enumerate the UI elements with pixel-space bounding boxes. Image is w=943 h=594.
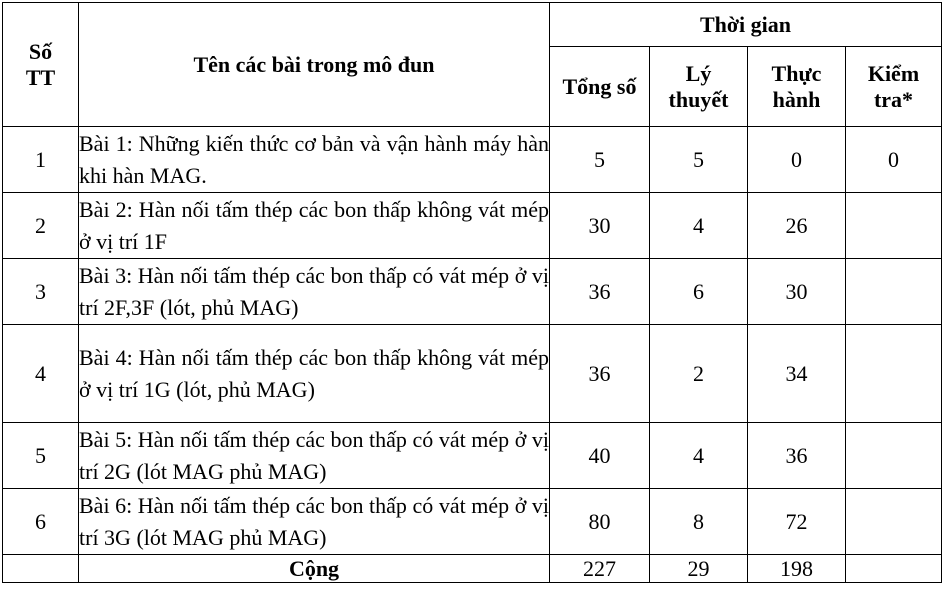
- row-lesson-name: Bài 4: Hàn nối tấm thép các bon thấp không vát mép ở vị trí 1G (lót, phủ MAG): [79, 325, 550, 423]
- row-stt: 4: [3, 325, 79, 423]
- row-stt: 2: [3, 193, 79, 259]
- table-row: [3, 489, 942, 555]
- header-exam: Kiểm tra*: [846, 47, 942, 127]
- row-theory: 5: [650, 127, 748, 193]
- row-practice: 34: [748, 325, 846, 423]
- total-label: Cộng: [79, 555, 550, 583]
- row-theory: 6: [650, 259, 748, 325]
- header-time-group: Thời gian: [550, 3, 942, 47]
- row-practice: 30: [748, 259, 846, 325]
- header-row-1: [3, 3, 942, 47]
- row-total: 30: [550, 193, 650, 259]
- row-practice: 0: [748, 127, 846, 193]
- row-lesson-name: Bài 3: Hàn nối tấm thép các bon thấp có vát mép ở vị trí 2F,3F (lót, phủ MAG): [79, 259, 550, 325]
- row-practice: 72: [748, 489, 846, 555]
- row-total: 36: [550, 259, 650, 325]
- lesson-schedule-table: [2, 2, 942, 583]
- row-exam: [846, 193, 942, 259]
- row-theory: 8: [650, 489, 748, 555]
- row-stt: 3: [3, 259, 79, 325]
- row-exam: [846, 423, 942, 489]
- row-total: 5: [550, 127, 650, 193]
- total-theory: 29: [650, 555, 748, 583]
- row-theory: 4: [650, 423, 748, 489]
- table-row: [3, 423, 942, 489]
- row-practice: 36: [748, 423, 846, 489]
- row-exam: [846, 325, 942, 423]
- row-exam: [846, 489, 942, 555]
- total-stt-empty: [3, 555, 79, 583]
- row-exam: 0: [846, 127, 942, 193]
- row-lesson-name: Bài 6: Hàn nối tấm thép các bon thấp có vát mép ở vị trí 3G (lót MAG phủ MAG): [79, 489, 550, 555]
- table-row: [3, 127, 942, 193]
- header-lesson-name: Tên các bài trong mô đun: [79, 3, 550, 127]
- row-lesson-name: Bài 5: Hàn nối tấm thép các bon thấp có vát mép ở vị trí 2G (lót MAG phủ MAG): [79, 423, 550, 489]
- row-practice: 26: [748, 193, 846, 259]
- table-row: [3, 325, 942, 423]
- header-theory: Lý thuyết: [650, 47, 748, 127]
- row-lesson-name: Bài 2: Hàn nối tấm thép các bon thấp không vát mép ở vị trí 1F: [79, 193, 550, 259]
- row-stt: 1: [3, 127, 79, 193]
- total-row: [3, 555, 942, 583]
- header-practice: Thực hành: [748, 47, 846, 127]
- total-exam: [846, 555, 942, 583]
- row-total: 80: [550, 489, 650, 555]
- table-row: [3, 193, 942, 259]
- table-row: [3, 259, 942, 325]
- row-lesson-name: Bài 1: Những kiến thức cơ bản và vận hành máy hàn khi hàn MAG.: [79, 127, 550, 193]
- row-stt: 6: [3, 489, 79, 555]
- row-total: 40: [550, 423, 650, 489]
- total-total: 227: [550, 555, 650, 583]
- row-total: 36: [550, 325, 650, 423]
- row-theory: 2: [650, 325, 748, 423]
- header-total: Tổng số: [550, 47, 650, 127]
- row-theory: 4: [650, 193, 748, 259]
- row-stt: 5: [3, 423, 79, 489]
- total-practice: 198: [748, 555, 846, 583]
- row-exam: [846, 259, 942, 325]
- header-stt: Số TT: [3, 3, 79, 127]
